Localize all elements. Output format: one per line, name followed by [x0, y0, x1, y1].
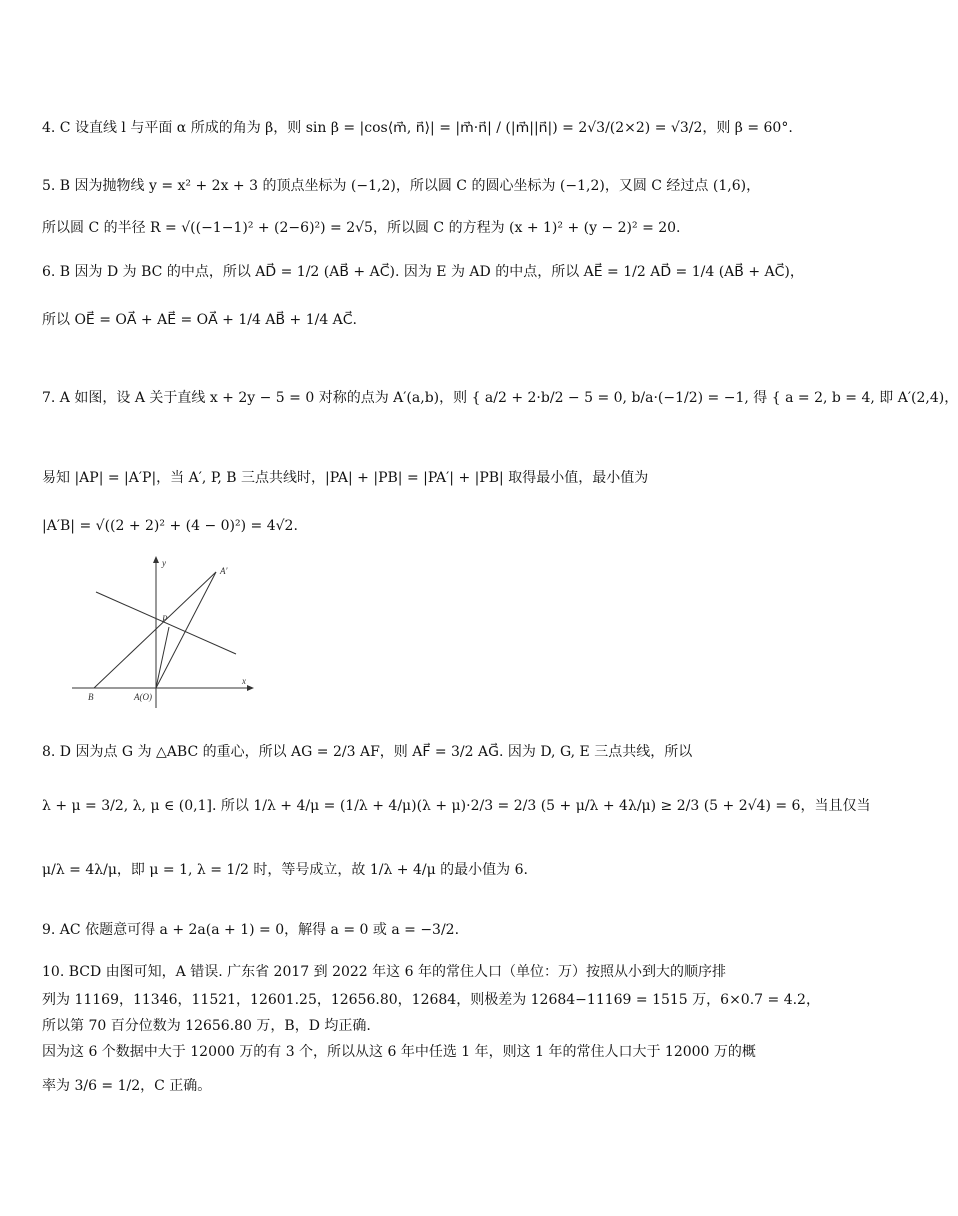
label-y: y: [162, 558, 166, 568]
solution-8-text-2: λ + μ = 3/2, λ, μ ∈ (0,1]. 所以 1/λ + 4/μ = (1/λ + 4/μ)(λ + μ)·2/3 = 2/3 (5 + μ/λ + 4λ/μ) ≥ 2/3 (5 + 2√4) = 6，当且仅当: [42, 798, 871, 814]
segment-o-p: [156, 627, 169, 688]
solution-4: [42, 118, 822, 138]
segment-b-a-prime: [94, 572, 216, 688]
label-origin: A(O): [134, 692, 152, 702]
label-a-prime: A′: [220, 566, 228, 576]
solution-10-text-3: 所以第 70 百分位数为 12656.80 万，B，D 均正确.: [42, 1018, 371, 1034]
solution-8-line-3: [42, 860, 822, 880]
solution-7-line-3: [42, 516, 822, 536]
solution-5-text-1: 5. B 因为抛物线 y = x² + 2x + 3 的顶点坐标为 (−1,2)，所以圆 C 的圆心坐标为 (−1,2)，又圆 C 经过点 (1,6)，: [42, 178, 761, 194]
solution-6-text-2: 所以 OE⃗ = OA⃗ + AE⃗ = OA⃗ + 1/4 AB⃗ + 1/4 AC⃗.: [42, 312, 358, 328]
solution-10-text-4: 因为这 6 个数据中大于 12000 万的有 3 个，所以从这 6 年中任选 1 年，则这 1 年的常住人口大于 12000 万的概: [42, 1044, 756, 1060]
solution-9-text: 9. AC 依题意可得 a + 2a(a + 1) = 0，解得 a = 0 或 a = −3/2.: [42, 922, 460, 938]
solution-9: [42, 920, 822, 940]
solution-7-text-2: 易知 |AP| = |A′P|，当 A′, P, B 三点共线时，|PA| + |PB| = |PA′| + |PB| 取得最小值，最小值为: [42, 470, 649, 486]
x-axis-arrow: [247, 685, 254, 691]
solution-6-line-2: [42, 310, 822, 330]
solution-4-text: 4. C 设直线 l 与平面 α 所成的角为 β，则 sin β = |cos⟨m⃗, n⃗⟩| = |m⃗·n⃗| / (|m⃗||n⃗|) = 2√3/(2×2) = √3/2，则 β = 60°.: [42, 120, 793, 136]
solution-8-text-1: 8. D 因为点 G 为 △ABC 的重心，所以 AG = 2/3 AF，则 AF⃗ = 3/2 AG⃗. 因为 D, G, E 三点共线，所以: [42, 744, 693, 760]
solution-7-text-1: 7. A 如图，设 A 关于直线 x + 2y − 5 = 0 对称的点为 A′(a,b)，则 { a/2 + 2·b/2 − 5 = 0, b/a·(−1/2) = −1, 得 { a = 2, b = 4, 即 A′(2,4)，: [42, 390, 958, 406]
solution-7-text-3: |A′B| = √((2 + 2)² + (4 − 0)²) = 4√2.: [42, 518, 298, 534]
solution-7-line-2: [42, 468, 822, 488]
solution-10-text-1: 10. BCD 由图可知，A 错误. 广东省 2017 到 2022 年这 6 年的常住人口（单位：万）按照从小到大的顺序排: [42, 964, 726, 980]
solution-5-line-1: [42, 176, 822, 196]
solution-10-line-1: [42, 962, 822, 982]
geometry-figure: [66, 556, 266, 716]
solution-5-text-2: 所以圆 C 的半径 R = √((−1−1)² + (2−6)²) = 2√5，所以圆 C 的方程为 (x + 1)² + (y − 2)² = 20.: [42, 220, 681, 236]
label-p: P: [162, 614, 168, 624]
label-x: x: [242, 676, 246, 686]
solution-10-line-3: [42, 1016, 822, 1036]
solution-10-text-5: 率为 3/6 = 1/2，C 正确。: [42, 1078, 212, 1094]
solution-6-line-1: [42, 262, 822, 282]
solution-10-text-2: 列为 11169，11346，11521，12601.25，12656.80，12684，则极差为 12684−11169 = 1515 万，6×0.7 = 4.2，: [42, 992, 820, 1008]
solution-5-line-2: [42, 218, 822, 238]
solution-7-line-1: [42, 388, 958, 408]
solution-10-line-2: [42, 990, 822, 1010]
solution-8-text-3: μ/λ = 4λ/μ，即 μ = 1, λ = 1/2 时，等号成立，故 1/λ + 4/μ 的最小值为 6.: [42, 862, 528, 878]
solution-10-line-4: [42, 1042, 822, 1062]
solution-6-text-1: 6. B 因为 D 为 BC 的中点，所以 AD⃗ = 1/2 (AB⃗ + AC⃗). 因为 E 为 AD 的中点，所以 AE⃗ = 1/2 AD⃗ = 1/4 (AB⃗ + AC⃗)，: [42, 264, 804, 280]
y-axis-arrow: [153, 556, 159, 563]
label-b: B: [88, 692, 94, 702]
solution-8-line-1: [42, 742, 822, 762]
segment-o-a-prime: [156, 572, 216, 688]
solution-8-line-2: [42, 796, 871, 816]
solution-10-line-5: [42, 1076, 822, 1096]
